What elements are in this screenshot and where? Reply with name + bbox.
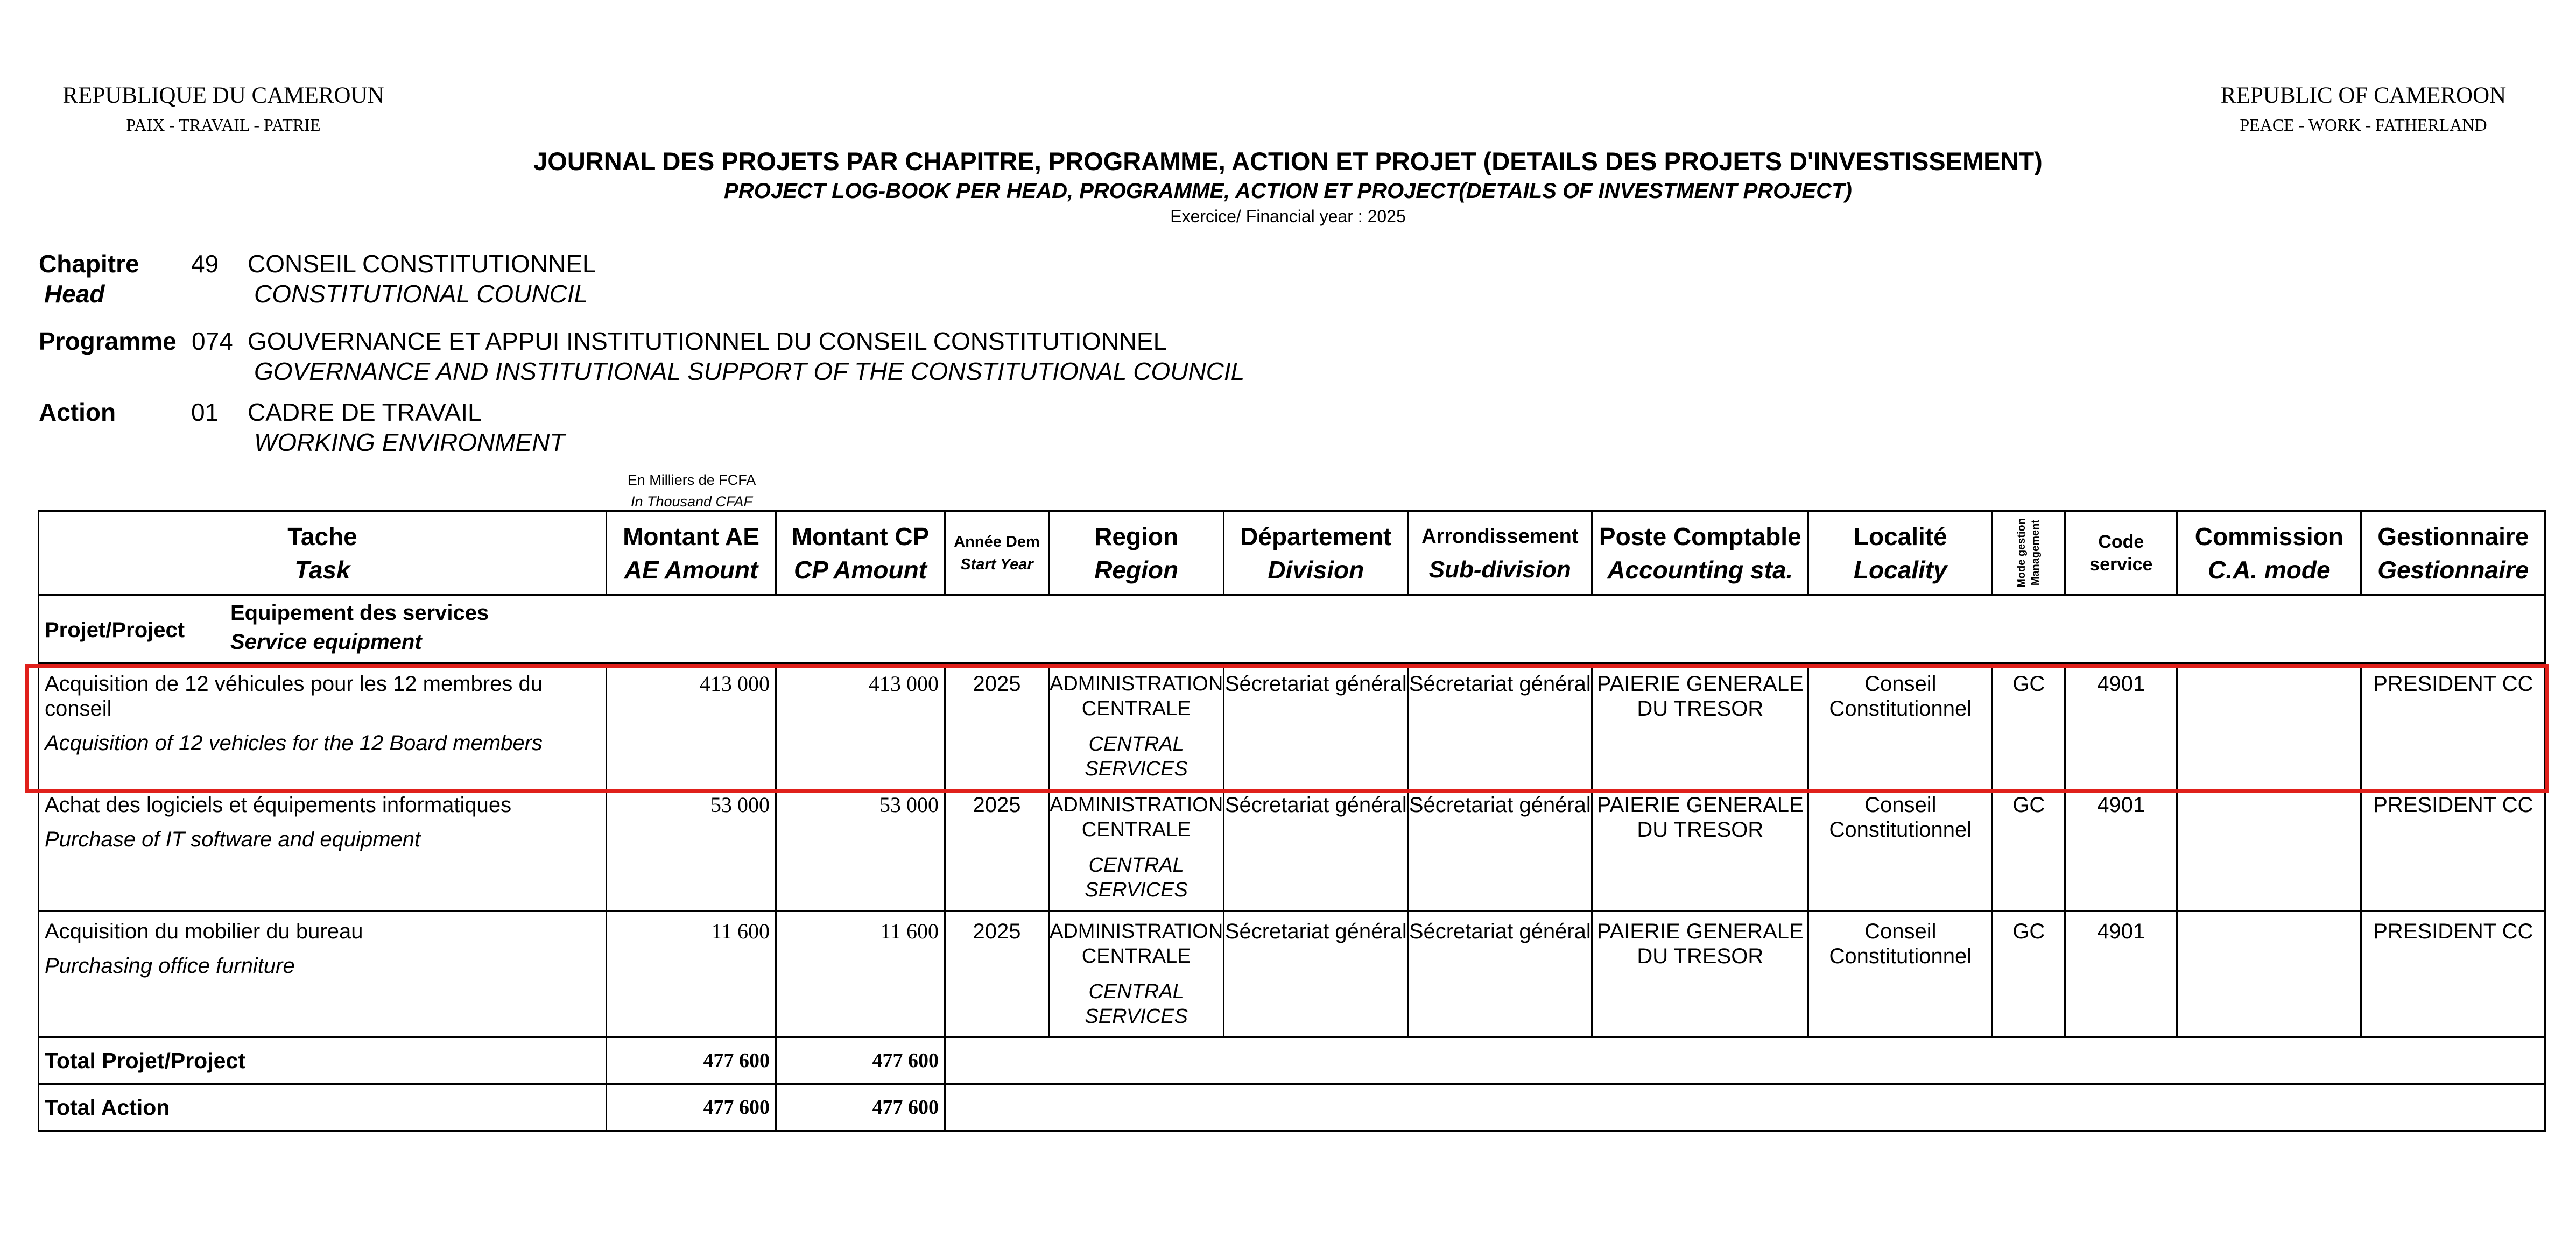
region-en: CENTRAL SERVICES: [1085, 980, 1188, 1028]
table-row: [39, 911, 2545, 1037]
total-action-row: [39, 1084, 2545, 1131]
motto-en: PEACE - WORK - FATHERLAND: [2240, 115, 2487, 135]
country-name-en: REPUBLIC OF CAMEROON: [2220, 83, 2507, 108]
col-management-mode: Mode gestion Management: [1993, 511, 2065, 595]
total-project-label: Total Projet/Project: [39, 1037, 607, 1084]
manager: PRESIDENT CC: [2361, 790, 2545, 911]
cp-amount: 53 000: [776, 790, 945, 911]
commission: [2177, 790, 2361, 911]
management-mode: GC: [1993, 911, 2065, 1037]
arrondissement: Sécretariat général: [1408, 911, 1592, 1037]
total-project-row: [39, 1037, 2545, 1084]
col-locality: Localité Locality: [1808, 511, 1993, 595]
cp-amount: 11 600: [776, 911, 945, 1037]
col-ae-amount: Montant AE AE Amount: [607, 511, 776, 595]
accounting-station: PAIERIE GENERALE DU TRESOR: [1592, 790, 1808, 911]
service-code: 4901: [2065, 663, 2177, 790]
chapter-label-en: Head: [44, 280, 105, 308]
col-cp-amount: Montant CP CP Amount: [776, 511, 945, 595]
col-manager: Gestionnaire Gestionnaire: [2361, 511, 2545, 595]
programme-label: Programme: [39, 327, 177, 355]
start-year: 2025: [945, 663, 1049, 790]
accounting-station: PAIERIE GENERALE DU TRESOR: [1592, 663, 1808, 790]
programme-name-en: GOVERNANCE AND INSTITUTIONAL SUPPORT OF THE CONSTITUTIONAL COUNCIL: [254, 357, 1245, 385]
start-year: 2025: [945, 790, 1049, 911]
col-region: Region Region: [1049, 511, 1224, 595]
financial-year: Exercice/ Financial year : 2025: [1170, 207, 1406, 226]
ae-amount: 413 000: [607, 663, 776, 790]
cp-amount: 413 000: [776, 663, 945, 790]
country-name-fr: REPUBLIQUE DU CAMEROUN: [62, 83, 384, 108]
total-action-label: Total Action: [39, 1084, 607, 1131]
currency-unit: [606, 469, 778, 512]
chapter-label: Chapitre: [39, 250, 139, 278]
task-name-fr: Acquisition du mobilier du bureau: [45, 920, 363, 943]
department: Sécretariat général: [1224, 663, 1408, 790]
service-code: 4901: [2065, 790, 2177, 911]
col-service-code: Code service: [2065, 511, 2177, 595]
col-accounting-station: Poste Comptable Accounting sta.: [1592, 511, 1808, 595]
task-name-en: Purchase of IT software and equipment: [45, 828, 421, 851]
region-en: CENTRAL SERVICES: [1085, 733, 1188, 780]
project-ledger-table: [38, 510, 2546, 1132]
management-mode: GC: [1993, 663, 2065, 790]
commission: [2177, 911, 2361, 1037]
ae-amount: 53 000: [607, 790, 776, 911]
unit-fr: En Milliers de FCFA: [627, 472, 756, 488]
programme-code: 074: [192, 327, 233, 355]
title-en: PROJECT LOG-BOOK PER HEAD, PROGRAMME, ACTION ET PROJECT(DETAILS OF INVESTMENT PROJECT): [724, 179, 1852, 203]
action-name-fr: CADRE DE TRAVAIL: [248, 398, 482, 426]
motto-fr: PAIX - TRAVAIL - PATRIE: [126, 115, 321, 135]
task-name-fr: Acquisition de 12 véhicules pour les 12 membres du conseil: [45, 672, 543, 721]
region-fr: ADMINISTRATION CENTRALE: [1050, 920, 1223, 968]
start-year: 2025: [945, 911, 1049, 1037]
accounting-station: PAIERIE GENERALE DU TRESOR: [1592, 911, 1808, 1037]
action-name-en: WORKING ENVIRONMENT: [254, 428, 565, 456]
action-label: Action: [39, 398, 116, 426]
header-right: [2202, 81, 2525, 137]
document-titles: [0, 145, 2576, 228]
service-code: 4901: [2065, 911, 2177, 1037]
task-name-en: Acquisition of 12 vehicles for the 12 Board members: [45, 731, 543, 755]
manager: PRESIDENT CC: [2361, 663, 2545, 790]
manager: PRESIDENT CC: [2361, 911, 2545, 1037]
locality: Conseil Constitutionnel: [1808, 663, 1993, 790]
header-left: [51, 81, 396, 137]
department: Sécretariat général: [1224, 790, 1408, 911]
chapter-name-fr: CONSEIL CONSTITUTIONNEL: [248, 250, 596, 278]
department: Sécretariat général: [1224, 911, 1408, 1037]
table-header-row: [39, 511, 2545, 595]
action-code: 01: [191, 398, 219, 426]
total-project-cp: 477 600: [776, 1037, 945, 1084]
col-commission: Commission C.A. mode: [2177, 511, 2361, 595]
project-name-en: Service equipment: [230, 630, 422, 654]
chapter-code: 49: [191, 250, 219, 278]
chapter-name-en: CONSTITUTIONAL COUNCIL: [254, 280, 588, 308]
unit-en: In Thousand CFAF: [630, 493, 753, 510]
region-fr: ADMINISTRATION CENTRALE: [1050, 794, 1223, 841]
locality: Conseil Constitutionnel: [1808, 790, 1993, 911]
task-name-fr: Achat des logiciels et équipements informatiques: [45, 793, 512, 817]
management-mode: GC: [1993, 790, 2065, 911]
task-name-en: Purchasing office furniture: [45, 954, 295, 978]
commission: [2177, 663, 2361, 790]
total-action-cp: 477 600: [776, 1084, 945, 1131]
col-start-year: Année Dem Start Year: [945, 511, 1049, 595]
table-row: [39, 663, 2545, 790]
total-action-ae: 477 600: [607, 1084, 776, 1131]
col-task: Tache Task: [39, 511, 607, 595]
title-fr: JOURNAL DES PROJETS PAR CHAPITRE, PROGRAMME, ACTION ET PROJET (DETAILS DES PROJETS D'INVESTISSEMENT): [533, 147, 2043, 175]
project-name-fr: Equipement des services: [230, 601, 489, 625]
ae-amount: 11 600: [607, 911, 776, 1037]
table-row: [39, 790, 2545, 911]
project-label: Projet/Project: [45, 618, 185, 642]
programme-name-fr: GOUVERNANCE ET APPUI INSTITUTIONNEL DU CONSEIL CONSTITUTIONNEL: [248, 327, 1167, 355]
locality: Conseil Constitutionnel: [1808, 911, 1993, 1037]
col-department: Département Division: [1224, 511, 1408, 595]
region-fr: ADMINISTRATION CENTRALE: [1050, 673, 1223, 720]
arrondissement: Sécretariat général: [1408, 790, 1592, 911]
arrondissement: Sécretariat général: [1408, 663, 1592, 790]
region-en: CENTRAL SERVICES: [1085, 854, 1188, 901]
project-row: [39, 595, 2545, 663]
total-project-ae: 477 600: [607, 1037, 776, 1084]
col-arrondissement: Arrondissement Sub-division: [1408, 511, 1592, 595]
